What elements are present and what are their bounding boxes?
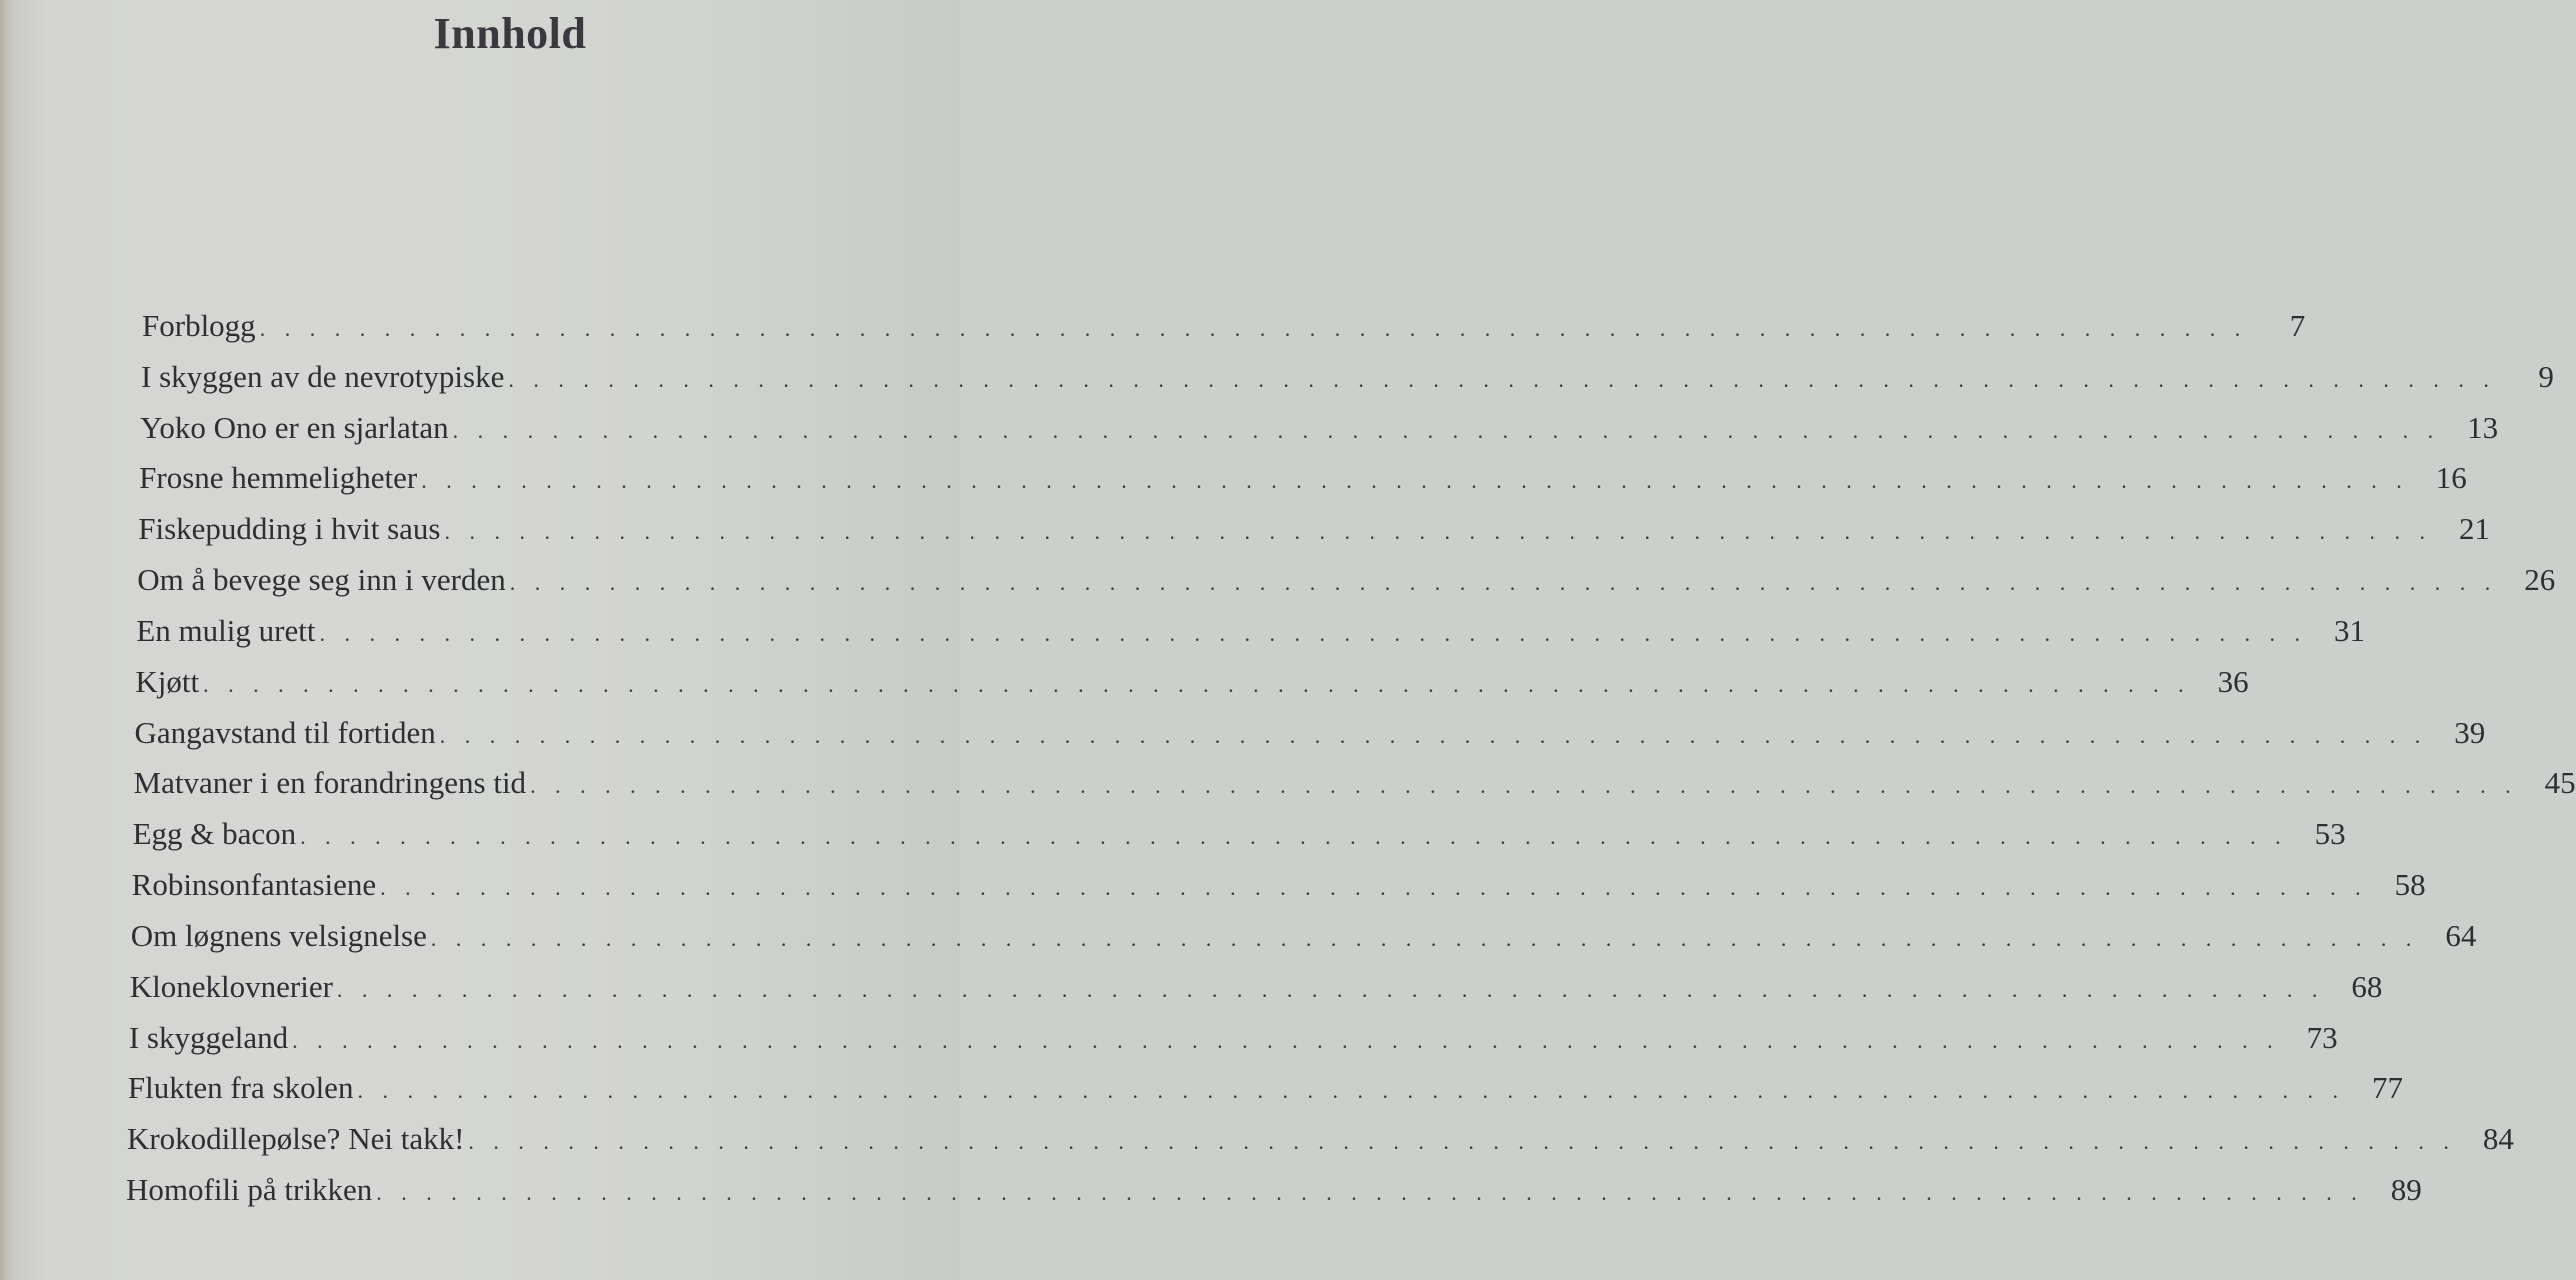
toc-entry-page-number: 68 bbox=[2351, 968, 2383, 1004]
toc-entry-title: I skyggeland bbox=[128, 1019, 289, 1055]
toc-entry bbox=[132, 816, 2346, 860]
toc-entry bbox=[139, 460, 2467, 504]
page-title: Innhold bbox=[433, 9, 587, 58]
dot-leader: . . . . . . . . . . . . . . . . . . . . . . . . . . . . . . . . . . . . . . . . . . . . . . . . . . . . . . . . . . . . . . . . . . . . . . . . . . . . . . . . bbox=[203, 671, 2191, 697]
toc-entry bbox=[136, 612, 2365, 657]
toc-entry bbox=[134, 714, 2486, 759]
toc-entry-title: Kjøtt bbox=[135, 663, 200, 699]
toc-entry bbox=[130, 917, 2477, 962]
toc-entry-title: Egg & bacon bbox=[132, 816, 297, 852]
toc-entry-title: Gangavstand til fortiden bbox=[134, 714, 436, 750]
toc-entry-title: Flukten fra skolen bbox=[127, 1070, 354, 1106]
toc-entry-page-number: 73 bbox=[2306, 1019, 2338, 1055]
toc-entry-page-number: 31 bbox=[2333, 612, 2365, 648]
dot-leader: . . . . . . . . . . . . . . . . . . . . . . . . . . . . . . . . . . . . . . . . . . . . . . . . . . . . . . . . . . . . . . . . . . . . . . . . . . . . . . . . bbox=[421, 468, 2409, 494]
toc-entry-page-number: 58 bbox=[2394, 867, 2426, 903]
toc-entry-title: Kloneklovnerier bbox=[129, 968, 333, 1004]
toc-entry-page-number: 84 bbox=[2482, 1121, 2514, 1157]
toc-entry-title: Robinsonfantasiene bbox=[131, 867, 377, 903]
toc-entry-page-number: 16 bbox=[2435, 460, 2467, 496]
toc-entry-page-number: 39 bbox=[2454, 714, 2486, 750]
toc-entry bbox=[131, 867, 2426, 911]
toc-entry bbox=[126, 1172, 2422, 1216]
dot-leader: . . . . . . . . . . . . . . . . . . . . . . . . . . . . . . . . . . . . . . . . . . . . . . . . . . . . . . . . . . . . . . . . . . . . . . . . . . . . . . . . bbox=[452, 417, 2441, 443]
toc-entry bbox=[127, 1070, 2403, 1114]
dot-leader: . . . . . . . . . . . . . . . . . . . . . . . . . . . . . . . . . . . . . . . . . . . . . . . . . . . . . . . . . . . . . . . . . . . . . . . . . . . . . . . . bbox=[439, 722, 2428, 748]
toc-entry bbox=[141, 358, 2554, 403]
dot-leader: . . . . . . . . . . . . . . . . . . . . . . . . . . . . . . . . . . . . . . . . . . . . . . . . . . . . . . . . . . . . . . . . . . . . . . . . . . . . . . . . bbox=[319, 620, 2307, 646]
dot-leader: . . . . . . . . . . . . . . . . . . . . . . . . . . . . . . . . . . . . . . . . . . . . . . . . . . . . . . . . . . . . . . . . . . . . . . . . . . . . . . . . bbox=[376, 1180, 2364, 1205]
toc-entry bbox=[133, 765, 2576, 809]
toc-entry bbox=[126, 1121, 2514, 1165]
toc-entry-page-number: 7 bbox=[2289, 308, 2306, 343]
dot-leader: . . . . . . . . . . . . . . . . . . . . . . . . . . . . . . . . . . . . . . . . . . . . . . . . . . . . . . . . . . . . . . . . . . . . . . . . . . . . . . . . bbox=[509, 570, 2498, 596]
toc-entry-page-number: 21 bbox=[2459, 511, 2490, 547]
dot-leader: . . . . . . . . . . . . . . . . . . . . . . . . . . . . . . . . . . . . . . . . . . . . . . . . . . . . . . . . . . . . . . . . . . . . . . . . . . . . . . . . bbox=[508, 366, 2496, 392]
toc-entry bbox=[137, 562, 2556, 606]
toc-entry-page-number: 53 bbox=[2314, 816, 2346, 852]
toc-entry-title: Frosne hemmeligheter bbox=[139, 460, 418, 496]
dot-leader: . . . . . . . . . . . . . . . . . . . . . . . . . . . . . . . . . . . . . . . . . . . . . . . . . . . . . . . . . . . . . . . . . . . . . . . . . . . . . . . . bbox=[380, 875, 2368, 901]
toc-entry-title: I skyggen av de nevrotypiske bbox=[141, 358, 505, 394]
dot-leader: . . . . . . . . . . . . . . . . . . . . . . . . . . . . . . . . . . . . . . . . . . . . . . . . . . . . . . . . . . . . . . . . . . . . . . . . . . . . . . . . bbox=[259, 316, 2248, 341]
toc-entry-page-number: 36 bbox=[2217, 663, 2249, 699]
toc-entry bbox=[135, 663, 2249, 708]
toc-entry-title: Om å bevege seg inn i verden bbox=[137, 562, 506, 598]
toc-entry-page-number: 64 bbox=[2445, 917, 2477, 953]
dot-leader: . . . . . . . . . . . . . . . . . . . . . . . . . . . . . . . . . . . . . . . . . . . . . . . . . . . . . . . . . . . . . . . . . . . . . . . . . . . . . . . . bbox=[292, 1027, 2280, 1053]
toc-entry-title: Fiskepudding i hvit saus bbox=[138, 511, 441, 547]
toc-entry-page-number: 26 bbox=[2524, 562, 2556, 598]
toc-entry-page-number: 89 bbox=[2390, 1172, 2422, 1207]
toc-entry-title: En mulig urett bbox=[136, 612, 316, 648]
toc-entry-page-number: 9 bbox=[2538, 358, 2554, 394]
toc-entry-title: Om løgnens velsignelse bbox=[130, 917, 427, 953]
toc-entry bbox=[142, 308, 2306, 352]
toc-entry-page-number: 45 bbox=[2544, 765, 2576, 801]
toc-entry-title: Krokodillepølse? Nei takk! bbox=[126, 1121, 465, 1157]
toc-entry bbox=[140, 409, 2499, 454]
dot-leader: . . . . . . . . . . . . . . . . . . . . . . . . . . . . . . . . . . . . . . . . . . . . . . . . . . . . . . . . . . . . . . . . . . . . . . . . . . . . . . . . bbox=[300, 824, 2288, 850]
dot-leader: . . . . . . . . . . . . . . . . . . . . . . . . . . . . . . . . . . . . . . . . . . . . . . . . . . . . . . . . . . . . . . . . . . . . . . . . . . . . . . . . bbox=[468, 1129, 2456, 1155]
toc-entry-title: Homofili på trikken bbox=[126, 1172, 373, 1207]
dot-leader: . . . . . . . . . . . . . . . . . . . . . . . . . . . . . . . . . . . . . . . . . . . . . . . . . . . . . . . . . . . . . . . . . . . . . . . . . . . . . . . . bbox=[357, 1078, 2345, 1104]
dot-leader: . . . . . . . . . . . . . . . . . . . . . . . . . . . . . . . . . . . . . . . . . . . . . . . . . . . . . . . . . . . . . . . . . . . . . . . . . . . . . . . . bbox=[530, 773, 2518, 799]
toc-entry-title: Yoko Ono er en sjarlatan bbox=[140, 409, 449, 445]
toc-entry bbox=[128, 1019, 2338, 1064]
toc-entry-page-number: 13 bbox=[2467, 409, 2499, 445]
dot-leader: . . . . . . . . . . . . . . . . . . . . . . . . . . . . . . . . . . . . . . . . . . . . . . . . . . . . . . . . . . . . . . . . . . . . . . . . . . . . . . . . bbox=[444, 519, 2432, 545]
toc-entry-title: Forblogg bbox=[142, 308, 256, 343]
toc-entry-title: Matvaner i en forandringens tid bbox=[133, 765, 527, 801]
dot-leader: . . . . . . . . . . . . . . . . . . . . . . . . . . . . . . . . . . . . . . . . . . . . . . . . . . . . . . . . . . . . . . . . . . . . . . . . . . . . . . . . bbox=[430, 925, 2419, 951]
toc-entry bbox=[138, 511, 2490, 555]
toc-entry-page-number: 77 bbox=[2371, 1070, 2403, 1106]
dot-leader: . . . . . . . . . . . . . . . . . . . . . . . . . . . . . . . . . . . . . . . . . . . . . . . . . . . . . . . . . . . . . . . . . . . . . . . . . . . . . . . . bbox=[336, 976, 2325, 1002]
toc-entry bbox=[129, 968, 2383, 1013]
